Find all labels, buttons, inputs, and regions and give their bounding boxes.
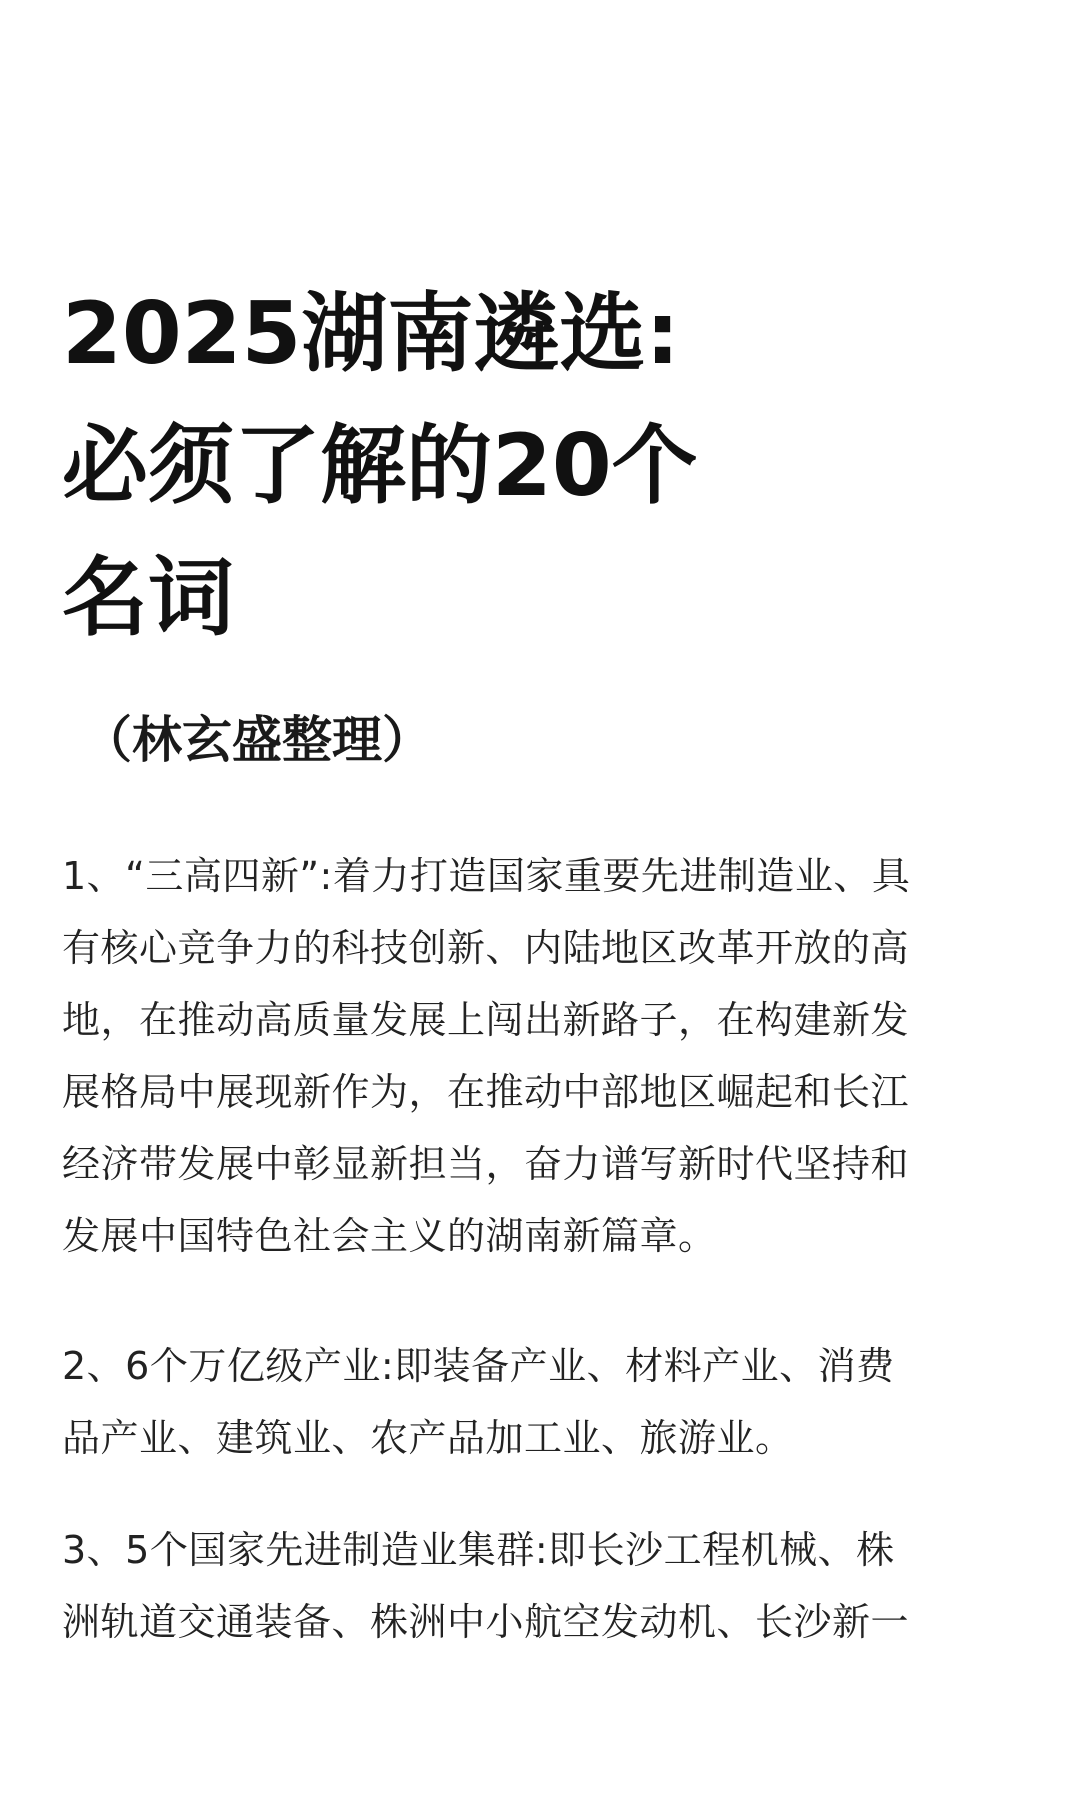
paragraph-line: 展格局中展现新作为，在推动中部地区崛起和长江 (62, 1070, 910, 1114)
paragraph-line: 有核心竞争力的科技创新、内陆地区改革开放的高 (62, 926, 910, 970)
paragraph-line: 品产业、建筑业、农产品加工业、旅游业。 (62, 1416, 794, 1460)
paragraph-line: 洲轨道交通装备、株洲中小航空发动机、长沙新一 (62, 1600, 910, 1644)
paragraph-line: 2、6个万亿级产业:即装备产业、材料产业、消费 (62, 1344, 895, 1388)
paragraph-line: 经济带发展中彰显新担当，奋力谱写新时代坚持和 (62, 1142, 910, 1186)
title-line: 2025湖南遴选: (62, 284, 680, 384)
page-title (62, 268, 1022, 664)
term-item-3 (62, 1514, 1022, 1658)
paragraph-line: 发展中国特色社会主义的湖南新篇章。 (62, 1214, 717, 1258)
paragraph-line: 1、“三高四新”:着力打造国家重要先进制造业、具 (62, 854, 911, 898)
term-item-2 (62, 1330, 1022, 1474)
paragraph-line: 地，在推动高质量发展上闯出新路子，在构建新发 (62, 998, 910, 1042)
title-line: 必须了解的20个 (62, 416, 698, 516)
paragraph-line: 3、5个国家先进制造业集群:即长沙工程机械、株 (62, 1528, 895, 1572)
title-line: 名词 (62, 548, 234, 648)
term-item-1 (62, 840, 1022, 1272)
author-credit: （林玄盛整理） (82, 711, 432, 769)
